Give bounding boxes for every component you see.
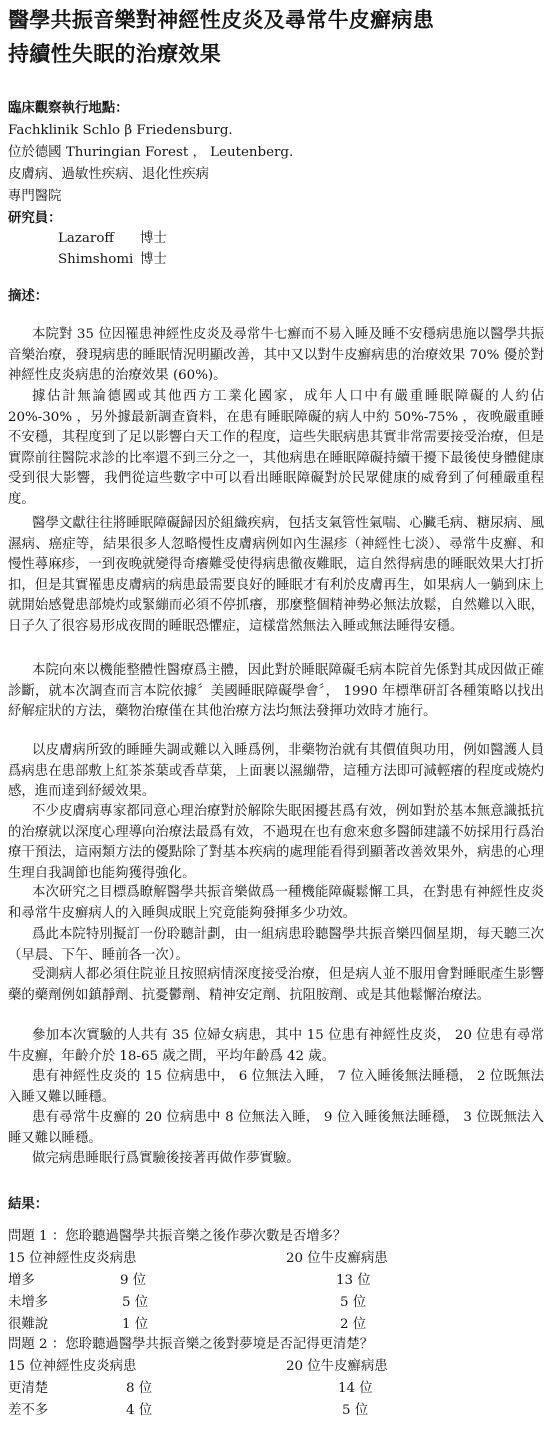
q2-row-label: 更清楚 [8, 1381, 49, 1396]
researchers-label: 研究員： [8, 210, 62, 226]
researcher-1-name: Lazaroff [58, 231, 114, 246]
q1-row-a: 1 位 [122, 1317, 149, 1332]
q2-row-a: 8 位 [126, 1381, 153, 1396]
clinic-location: 位於德國 Thuringian Forest ， Leutenberg. [8, 145, 294, 160]
researcher-2-title: 博士 [140, 252, 167, 267]
paragraph-1: 本院對 35 位因罹患神經性皮炎及尋常牛七癬而不易入睡及睡不安穩病患施以醫學共振音樂治療，發現病患的睡眠情況明顯改善，其中又以對牛皮癬病患的治療效果 70% 優於對神經性皮炎病患的治療效果 (60%)。 [8, 327, 544, 383]
paragraph-4: 本院向來以機能整體性醫療爲主體，因此對於睡眠障礙毛病本院首先係對其成因做正確診斷，就本次調查而言本院依據〞美國睡眠障礙學會〞， 1990 年標準研訂各種策略以找出紓解症狀的方法，藥物治療僅在其他治療方法均無法發揮功效時才施行。 [8, 663, 544, 719]
abstract-heading: 摘述： [8, 288, 49, 304]
q1-row-a: 5 位 [122, 1295, 149, 1310]
q1-row-b: 2 位 [340, 1317, 367, 1332]
document-title-line-1: 醫學共振音樂對神經性皮炎及尋常牛皮癬病患 [8, 7, 434, 32]
question-1: 問題 1 ：您聆聽過醫學共振音樂之後作夢次數是否增多？ [8, 1229, 347, 1244]
q2-row-label: 差不多 [8, 1403, 49, 1418]
question-2: 問題 2 ：您聆聽過醫學共振音樂之後對夢境是否記得更清楚？ [8, 1337, 374, 1352]
clinic-type: 專門醫院 [8, 189, 62, 204]
q1-row-a: 9 位 [120, 1273, 147, 1288]
q1-row-label: 未增多 [8, 1295, 49, 1310]
q2-row-b: 5 位 [342, 1403, 369, 1418]
document-title-line-2: 持續性失眠的治療效果 [8, 41, 221, 66]
paragraph-2: 據估計無論德國或其他西方工業化國家，成年人口中有嚴重睡眠障礙的人約佔 20%-30% ，另外據最新調查資料，在患有睡眠障礙的病人中約 50%-75% ，夜晚嚴重睡不安穩，其程度到了足以影響白天工作的程度，這些失眠病患其實非常需要接受治療，但是實際前往醫院求診的比率還不到三分之一，其他病患在睡眠障礙持續干擾下最後使身體健康受到很大影響，我們從這些數字中可以看出睡眠障礙對於民眾健康的威脅到了何種嚴重程度。 [8, 389, 544, 507]
researcher-2-name: Shimshomi [58, 252, 134, 267]
q2-row-a: 4 位 [126, 1403, 153, 1418]
clinic-name: Fachklinik Schlo β Friedensburg. [8, 123, 233, 138]
q1-group-b-header: 20 位牛皮癬病患 [286, 1251, 388, 1266]
q1-row-label: 增多 [8, 1273, 35, 1288]
paragraph-3: 醫學文獻往往將睡眠障礙歸因於組織疾病，包括支氣管性氣喘、心臟毛病、糖尿病、風濕病、癌症等，結果很多人忽略慢性皮膚病例如內生濕疹（神經性七淡）、尋常牛皮癬、和慢性蕁麻疹，一到夜晚就變得奇癢難受使得病患徹夜難眠，這自然得病患的睡眠效果大打折扣，但是其實罹患皮膚病的病患最需要良好的睡眠才有利於皮膚再生，如果病人一躺到床上就開始感覺患部燒灼或緊繃而必須不停抓癢，那麼整個精神勢必無法放鬆，自然難以入眠，日子久了很容易形成夜間的睡眠恐懼症，這樣當然無法入睡或無法睡得安穩。 [8, 516, 544, 634]
results-heading: 結果： [8, 1196, 49, 1212]
q1-row-b: 5 位 [340, 1295, 367, 1310]
q1-group-a-header: 15 位神經性皮炎病患 [8, 1251, 137, 1266]
paragraph-10: 參加本次實驗的人共有 35 位婦女病患，其中 15 位患有神經性皮炎， 20 位患有尋常牛皮癬，年齡介於 18-65 歲之間，平均年齡爲 42 歲。 [8, 1028, 544, 1064]
clinic-specialties: 皮膚病、過敏性疾病、退化性疾病 [8, 167, 209, 182]
q1-row-label: 很難說 [8, 1317, 49, 1332]
q1-row-b: 13 位 [336, 1273, 371, 1288]
q2-group-a-header: 15 位神經性皮炎病患 [8, 1359, 137, 1374]
site-label: 臨床觀察執行地點： [8, 100, 129, 116]
paragraph-7: 本次研究之目標爲瞭解醫學共振音樂做爲一種機能障礙鬆懈工具，在對患有神經性皮炎和尋常牛皮癬病人的入睡與成眠上究竟能夠發揮多少功效。 [8, 885, 544, 921]
paragraph-5: 以皮膚病所致的睡睡失調或難以入睡爲例，非藥物治就有其價值與功用，例如醫護人員爲病患在患部敷上紅茶茶葉或香草葉，上面裹以濕繃帶，這種方法即可減輕癢的程度或燒灼感，進而達到紓緩效果。 [8, 743, 544, 799]
paragraph-9: 受測病人都必須住院並且按照病情深度接受治療，但是病人並不服用會對睡眠產生影響藥的藥劑例如鎮靜劑、抗憂鬱劑、精神安定劑、抗阻胺劑、或是其他鬆懈治療法。 [8, 967, 544, 1003]
paragraph-8: 爲此本院特別擬訂一份聆聽計劃，由一組病患聆聽醫學共振音樂四個星期，每天聽三次（早晨、下午、睡前各一次）。 [8, 927, 544, 963]
paragraph-12: 患有尋常牛皮癬的 20 位病患中 8 位無法入睡， 9 位入睡後無法睡穩， 3 位既無法入睡又難以睡穩。 [8, 1110, 544, 1146]
paragraph-13: 做完病患睡眠行爲實驗後接著再做作夢實驗。 [32, 1151, 300, 1166]
paragraph-11: 患有神經性皮炎的 15 位病患中， 6 位無法入睡， 7 位入睡後無法睡穩， 2 位既無法入睡又難以睡穩。 [8, 1069, 544, 1105]
q2-group-b-header: 20 位牛皮癬病患 [286, 1359, 388, 1374]
researcher-1-title: 博士 [140, 231, 167, 246]
q2-row-b: 14 位 [338, 1381, 373, 1396]
paragraph-6: 不少皮膚病專家都同意心理治療對於解除失眠困擾甚爲有效，例如對於基本無意識抵抗的治療就以深度心理導向治療法最爲有效，不過現在也有愈來愈多醫師建議不妨採用行爲治療干預法，這兩類方法的優點除了對基本疾病的處理能看得到顯著改善效果外，病患的心理生理自我調節也能夠獲得強化。 [8, 804, 544, 881]
